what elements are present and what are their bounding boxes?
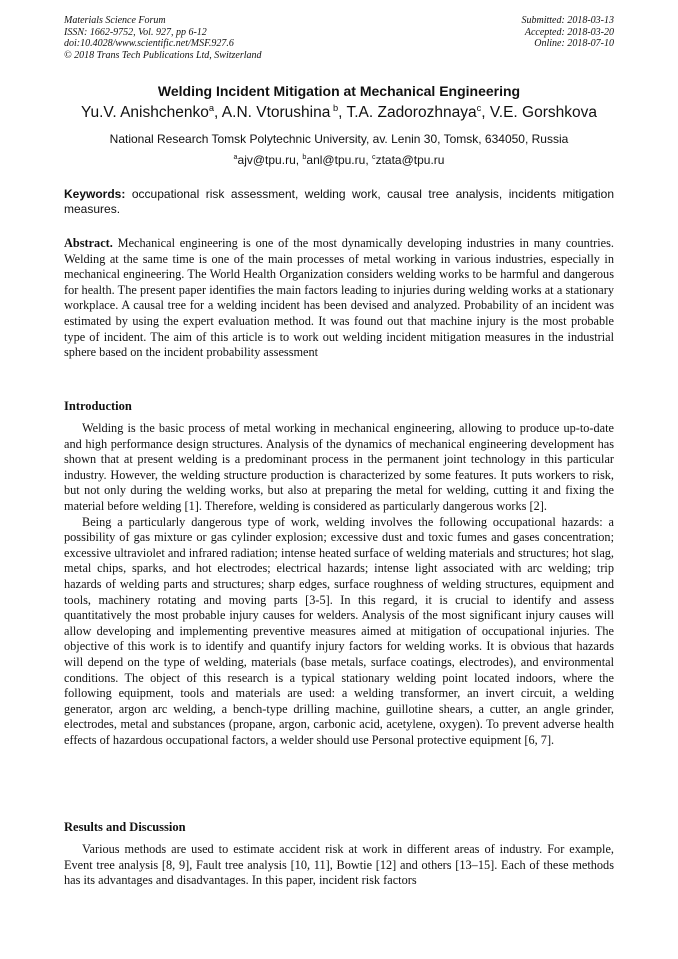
- abstract-label: Abstract.: [64, 236, 113, 250]
- submitted-date: Submitted: 2018-03-13: [521, 15, 614, 26]
- section-heading-results: Results and Discussion: [64, 820, 186, 834]
- author-name: A.N. Vtorushina: [221, 104, 331, 121]
- author-name: T.A. Zadorozhnaya: [346, 104, 477, 121]
- paper-title: Welding Incident Mitigation at Mechanical Engineering: [157, 83, 521, 99]
- copyright-line: © 2018 Trans Tech Publications Ltd, Switzerland: [64, 49, 262, 61]
- author-affiliation-mark: c: [476, 102, 482, 113]
- email-separator: ,: [365, 153, 372, 167]
- journal-header: [64, 15, 262, 61]
- author-affiliation-mark: a: [208, 102, 215, 113]
- author-name: V.E. Gorshkova: [489, 104, 597, 121]
- author-emails: [0, 153, 678, 167]
- section-heading-introduction: Introduction: [64, 399, 132, 413]
- keywords-text: occupational risk assessment, welding work, causal tree analysis, incidents mitigation measures.: [64, 187, 614, 216]
- introduction-body: [64, 421, 614, 748]
- abstract-block: [64, 236, 614, 361]
- doi-line: doi:10.4028/www.scientific.net/MSF.927.6: [64, 38, 234, 49]
- author-separator: ,: [481, 104, 490, 121]
- email-mark: b: [302, 152, 307, 161]
- email-address[interactable]: ajv@tpu.ru: [237, 153, 296, 167]
- keywords-block: [64, 187, 614, 217]
- abstract-text: Mechanical engineering is one of the most dynamically developing industries in many countries. Welding at the same time is one of the main processes of metal working in various industries, especially in mechanical engineering. The World Health Organization considers welding works to be harmful and dangerous for health. The present paper identifies the main factors leading to injuries during welding works at a stationary workplace. A causal tree for a welding incident has been devised and analyzed. Probability of an incident was estimated by using the expert evaluation method. It was found out that machine injury is the most probable type of incident. The aim of this article is to work out welding incident mitigation measures in the industrial sphere based on the incident probability assessment: [64, 236, 614, 360]
- author-affiliation-mark: b: [330, 102, 339, 113]
- paragraph: Welding is the basic process of metal working in mechanical engineering, allowing to produce up-to-date and high performance design structures. Analysis of the dynamics of mechanical engineering development has shown that at present welding is a predominant process in the permanent joint technology in this particular industry. However, the welding structure production is characterized by some features. It puts workers to risk, but not only during the welding works, but also at preparing the metal for welding, cutting it and fixing the material before welding [1]. Therefore, welding is considered as particularly dangerous works [2].: [64, 421, 614, 513]
- issn-line: ISSN: 1662-9752, Vol. 927, pp 6-12: [64, 26, 207, 38]
- email-mark: a: [233, 152, 238, 161]
- email-mark: c: [371, 152, 376, 161]
- author-name: Yu.V. Anishchenko: [81, 104, 209, 121]
- dates-header: [522, 15, 615, 50]
- online-date: Online: 2018-07-10: [534, 38, 614, 49]
- paragraph: Various methods are used to estimate accident risk at work in different areas of industry. For example, Event tree analysis [8, 9], Fault tree analysis [10, 11], Bowtie [12] and others [13–15]. Each of these methods has its advantages and disadvantages. In this paper, incident risk factors: [64, 842, 614, 888]
- keywords-label: Keywords:: [64, 187, 126, 201]
- email-address[interactable]: ztata@tpu.ru: [375, 153, 445, 167]
- author-separator: ,: [214, 104, 222, 121]
- affiliation: National Research Tomsk Polytechnic University, av. Lenin 30, Tomsk, 634050, Russia: [109, 132, 569, 146]
- author-list: [0, 104, 678, 122]
- author-separator: ,: [338, 104, 347, 121]
- email-address[interactable]: anl@tpu.ru: [306, 153, 366, 167]
- paragraph: Being a particularly dangerous type of work, welding involves the following occupational hazards: a possibility of gas mixture or gas cylinder explosion; excessive dust and toxic fumes and gases concentration; excessive ultraviolet and infrared radiation; intense heated surface of welding materials and structures; hot slag, metal chips, sparks, and hot electrodes; electrical hazards; intense light associated with arc welding; trip hazards of welding parts and structures; sharp edges, surface roughness of welding structures, equipment and tools, machinery rotating and moving parts [3-5]. In this regard, it is crucial to identify and assess quantitatively the most probable injury causes for welders. Analysis of the most significant injury causes will allow developing and implementing preventive measures aimed at mitigation of occupational injuries. The objective of this work is to identify and quantify injury factors for welding works. It is obvious that hazards will depend on the type of welding, materials (base metals, surface coatings, electrodes), and environmental conditions. The object of this research is a typical stationary welding point located indoors, where the following equipment, tools and materials are used: a welding transformer, an invert circuit, a welding generator, argon arc welding, a bench-type drilling machine, guillotine shears, a cutter, an angle grinder, electrodes, metal and substances (propane, argon, carbonic acid, acetylene, oxygen). To prevent adverse health effects of hazardous occupational factors, a welder should use Personal protective equipment [6, 7].: [64, 514, 614, 747]
- results-body: [64, 842, 614, 889]
- email-separator: ,: [295, 153, 303, 167]
- journal-name: Materials Science Forum: [64, 15, 166, 26]
- accepted-date: Accepted: 2018-03-20: [524, 26, 614, 38]
